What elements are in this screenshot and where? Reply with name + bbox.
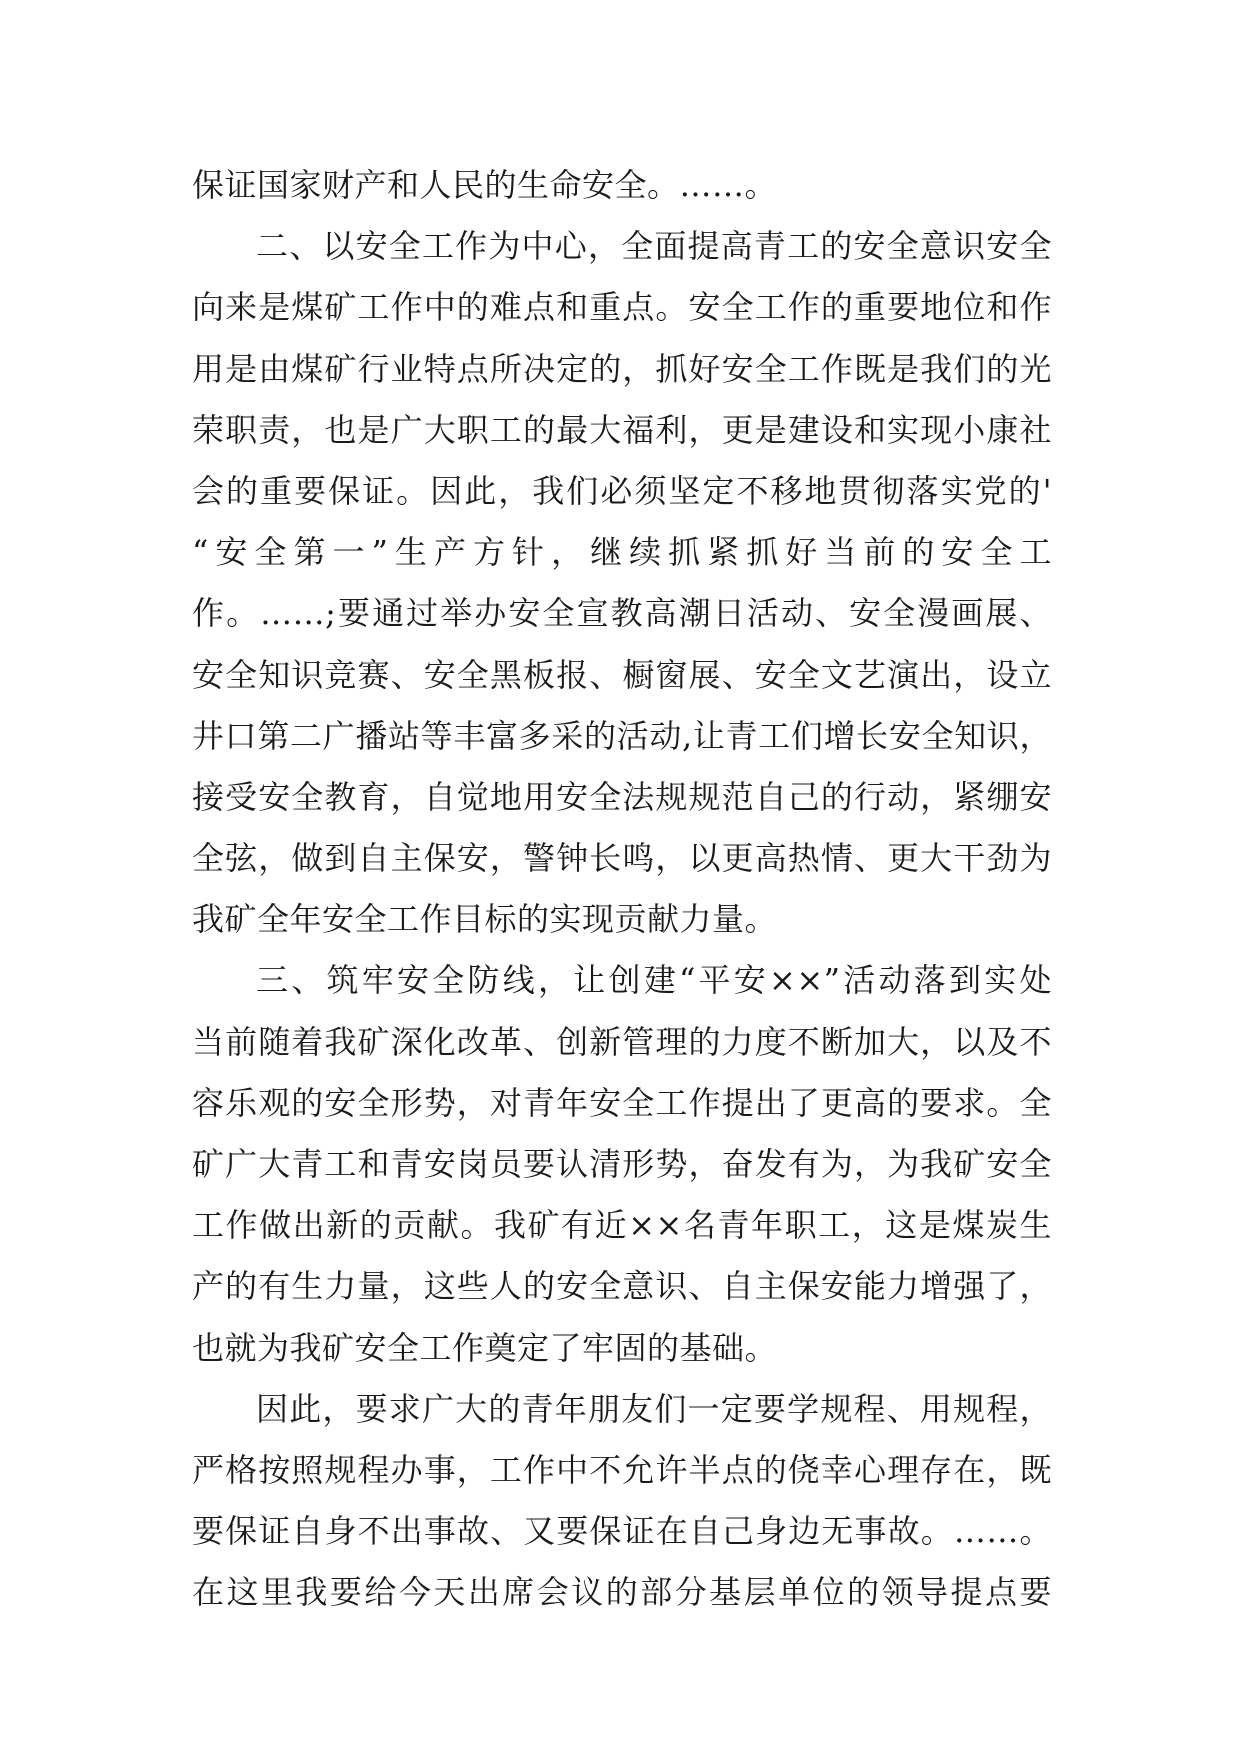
text-line: 要保证自身不出事故、又要保证在自己身边无事故。……。	[192, 1512, 1052, 1551]
text-line: 当前随着我矿深化改革、创新管理的力度不断加大，以及不	[192, 1022, 1052, 1061]
text-line: 我矿全年安全工作目标的实现贡献力量。	[192, 900, 778, 939]
text-line: 井口第二广播站等丰富多采的活动,让青工们增长安全知识，	[192, 716, 1052, 755]
section-heading-3: 三、筑牢安全防线，让创建“平安××”活动落到实处	[256, 961, 1052, 1000]
body-text	[192, 155, 1052, 1624]
text-line: 向来是煤矿工作中的难点和重点。安全工作的重要地位和作	[192, 288, 1052, 327]
text-line: 在这里我要给今天出席会议的部分基层单位的领导提点要	[192, 1573, 1052, 1612]
section-heading-2: 二、以安全工作为中心，全面提高青工的安全意识安全	[256, 227, 1052, 266]
text-line: 接受安全教育，自觉地用安全法规规范自己的行动，紧绷安	[192, 777, 1052, 816]
text-line: 保证国家财产和人民的生命安全。……。	[192, 166, 778, 204]
text-line: 工作做出新的贡献。我矿有近××名青年职工，这是煤炭生	[192, 1206, 1052, 1245]
text-line: 全弦，做到自主保安，警钟长鸣，以更高热情、更大干劲为	[192, 839, 1052, 878]
text-line: 安全知识竞赛、安全黑板报、橱窗展、安全文艺演出，设立	[192, 655, 1052, 694]
text-line: “安全第一”生产方针，继续抓紧抓好当前的安全工	[192, 533, 1052, 572]
text-line: 作。……;要通过举办安全宣教高潮日活动、安全漫画展、	[192, 594, 1052, 633]
text-line: 矿广大青工和青安岗员要认清形势，奋发有为，为我矿安全	[192, 1145, 1052, 1183]
text-line: 严格按照规程办事，工作中不允许半点的侥幸心理存在，既	[192, 1450, 1052, 1489]
text-line: 容乐观的安全形势，对青年安全工作提出了更高的要求。全	[192, 1083, 1052, 1122]
text-line: 也就为我矿安全工作奠定了牢固的基础。	[192, 1328, 778, 1367]
text-line: 产的有生力量，这些人的安全意识、自主保安能力增强了，	[192, 1267, 1052, 1306]
text-line: 荣职责，也是广大职工的最大福利，更是建设和实现小康社	[192, 410, 1052, 449]
text-line: 用是由煤矿行业特点所决定的，抓好安全工作既是我们的光	[192, 349, 1052, 388]
text-line: 会的重要保证。因此，我们必须坚定不移地贯彻落实党的'	[192, 471, 1052, 510]
paragraph-start: 因此，要求广大的青年朋友们一定要学规程、用规程，	[256, 1389, 1052, 1428]
